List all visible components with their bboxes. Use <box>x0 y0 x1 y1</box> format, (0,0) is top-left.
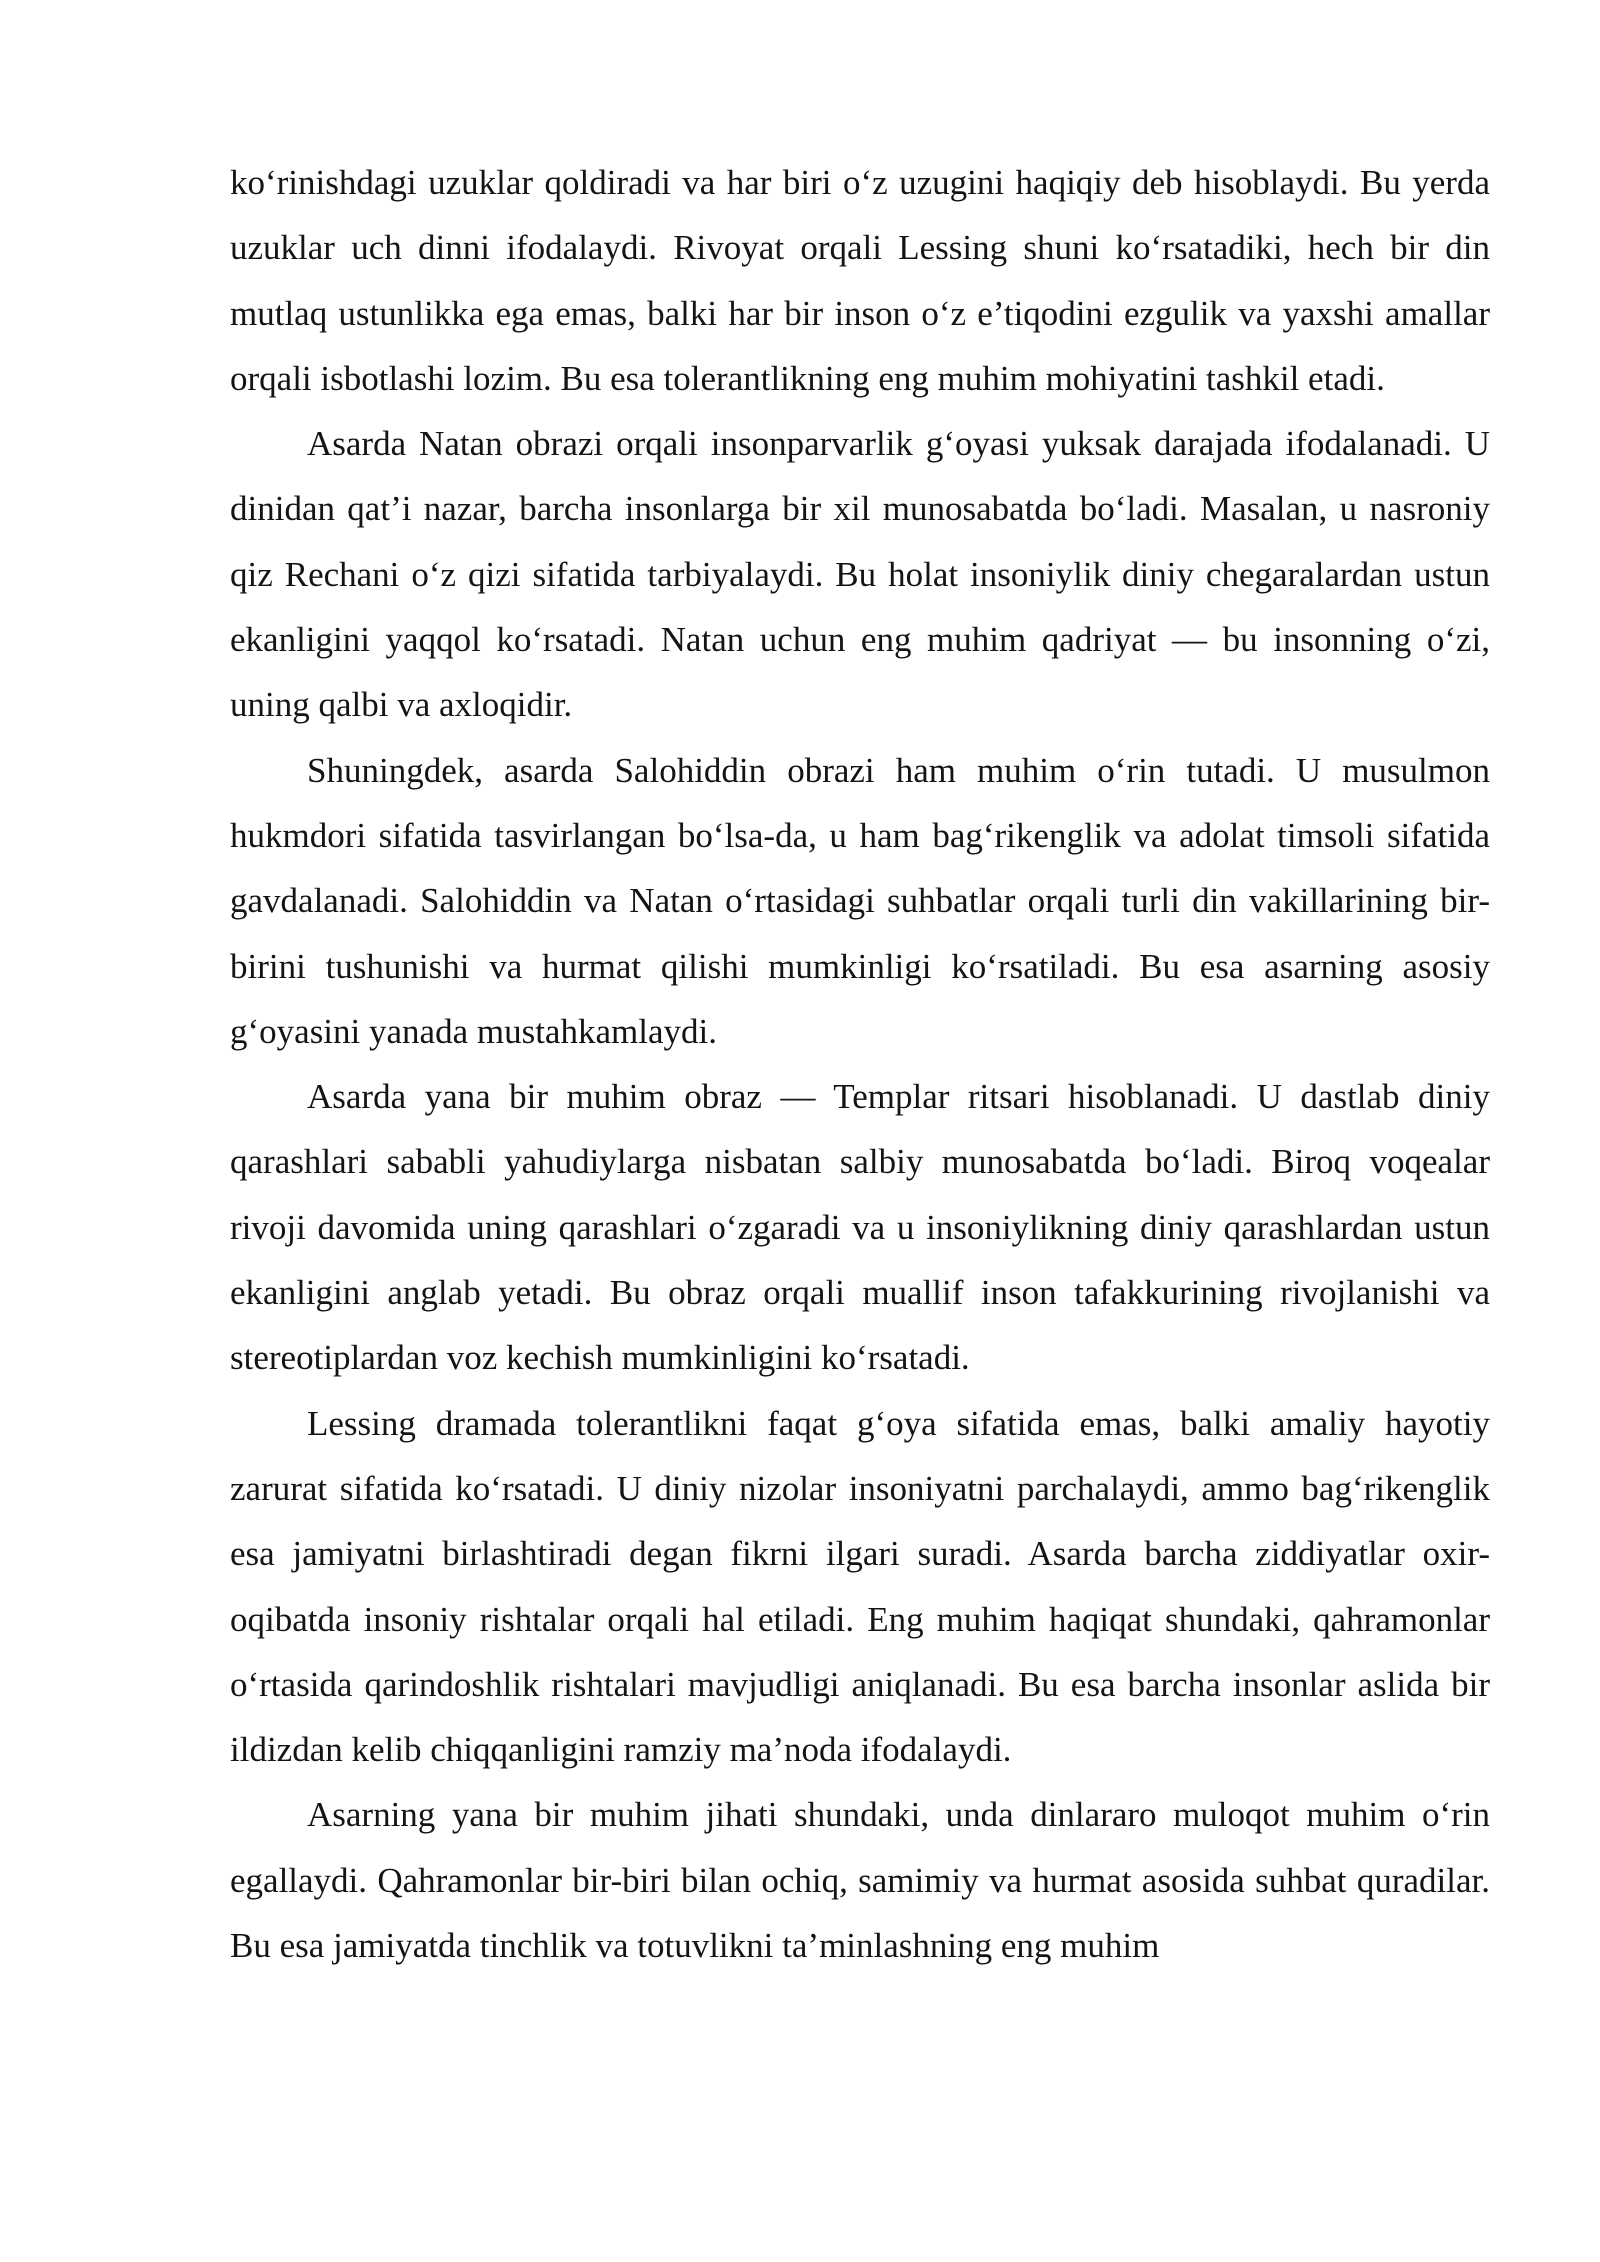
body-text <box>230 150 1490 1978</box>
paragraph-4: Asarda yana bir muhim obraz — Templar ritsari hisoblanadi. U dastlab diniy qarashlari sababli yahudiylarga nisbatan salbiy munosabatda bo‘ladi. Biroq voqealar rivoji davomida uning qarashlari o‘zgaradi va u insoniylikning diniy qarashlardan ustun ekanligini anglab yetadi. Bu obraz orqali muallif inson tafakkurining rivojlanishi va stereotiplardan voz kechish mumkinligini ko‘rsatadi. <box>230 1077 1490 1378</box>
paragraph-2: Asarda Natan obrazi orqali insonparvarlik g‘oyasi yuksak darajada ifodalanadi. U dinidan qat’i nazar, barcha insonlarga bir xil munosabatda bo‘ladi. Masalan, u nasroniy qiz Rechani o‘z qizi sifatida tarbiyalaydi. Bu holat insoniylik diniy chegaralardan ustun ekanligini yaqqol ko‘rsatadi. Natan uchun eng muhim qadriyat — bu insonning o‘zi, uning qalbi va axloqidir. <box>230 424 1490 725</box>
paragraph-5: Lessing dramada tolerantlikni faqat g‘oya sifatida emas, balki amaliy hayotiy zarurat sifatida ko‘rsatadi. U diniy nizolar insoniyatni parchalaydi, ammo bag‘rikenglik esa jamiyatni birlashtiradi degan fikrni ilgari suradi. Asarda barcha ziddiyatlar oxir-oqibatda insoniy rishtalar orqali hal etiladi. Eng muhim haqiqat shundaki, qahramonlar o‘rtasida qarindoshlik rishtalari mavjudligi aniqlanadi. Bu esa barcha insonlar aslida bir ildizdan kelib chiqqanligini ramziy ma’noda ifodalaydi. <box>230 1403 1490 1770</box>
paragraph-6: Asarning yana bir muhim jihati shundaki, unda dinlararo muloqot muhim o‘rin egallaydi. Qahramonlar bir-biri bilan ochiq, samimiy va hurmat asosida suhbat quradilar. Bu esa jamiyatda tinchlik va totuvlikni ta’minlashning eng muhim <box>230 1795 1490 1966</box>
paragraph-1: ko‘rinishdagi uzuklar qoldiradi va har biri o‘z uzugini haqiqiy deb hisoblaydi. Bu yerda uzuklar uch dinni ifodalaydi. Rivoyat orqali Lessing shuni ko‘rsatadiki, hech bir din mutlaq ustunlikka ega emas, balki har bir inson o‘z e’tiqodini ezgulik va yaxshi amallar orqali isbotlashi lozim. Bu esa tolerantlikning eng muhim mohiyatini tashkil etadi. <box>230 163 1490 398</box>
paragraph-3: Shuningdek, asarda Salohiddin obrazi ham muhim o‘rin tutadi. U musulmon hukmdori sifatida tasvirlangan bo‘lsa-da, u ham bag‘rikenglik va adolat timsoli sifatida gavdalanadi. Salohiddin va Natan o‘rtasidagi suhbatlar orqali turli din vakillarining bir-birini tushunishi va hurmat qilishi mumkinligi ko‘rsatiladi. Bu esa asarning asosiy g‘oyasini yanada mustahkamlaydi. <box>230 750 1490 1051</box>
